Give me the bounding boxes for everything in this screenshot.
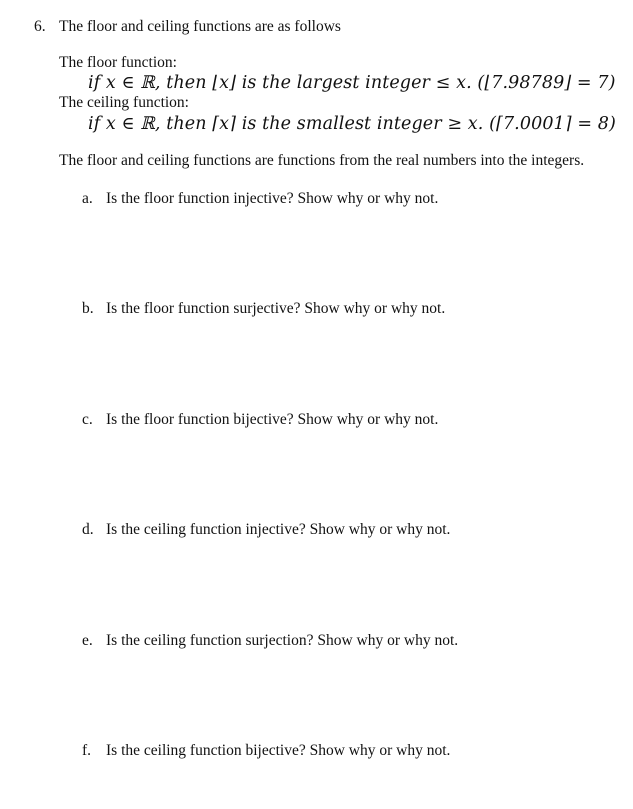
question-item (82, 411, 438, 429)
floor-definition: if x ∈ ℝ, then ⌊x⌋ is the largest integer ≤ x. (⌊7.98789⌋ = 7) (88, 73, 616, 93)
question-text: Is the floor function injective? Show why or why not. (106, 190, 439, 207)
ceiling-label: The ceiling function: (59, 94, 189, 111)
question-text: Is the floor function bijective? Show why or why not. (106, 411, 439, 428)
problem-intro: The floor and ceiling functions are as follows (59, 18, 341, 35)
question-letter: f. (82, 742, 92, 759)
question-letter: c. (82, 411, 93, 428)
ceiling-definition: if x ∈ ℝ, then ⌈x⌉ is the smallest integer ≥ x. (⌈7.0001⌉ = 8) (88, 114, 616, 134)
problem-statement: The floor and ceiling functions are functions from the real numbers into the integers. (59, 152, 585, 169)
question-letter: d. (82, 521, 94, 538)
question-item (82, 521, 450, 539)
question-text: Is the ceiling function injective? Show why or why not. (106, 521, 451, 538)
question-text: Is the floor function surjective? Show why or why not. (106, 300, 446, 317)
question-text: Is the ceiling function surjection? Show why or why not. (106, 632, 459, 649)
question-text: Is the ceiling function bijective? Show why or why not. (106, 742, 451, 759)
question-letter: a. (82, 190, 93, 207)
question-item (82, 190, 438, 208)
question-letter: b. (82, 300, 94, 317)
question-item (82, 632, 458, 650)
problem-number: 6. (34, 18, 46, 35)
question-item (82, 742, 450, 760)
question-item (82, 300, 445, 318)
question-letter: e. (82, 632, 93, 649)
floor-label: The floor function: (59, 54, 177, 71)
